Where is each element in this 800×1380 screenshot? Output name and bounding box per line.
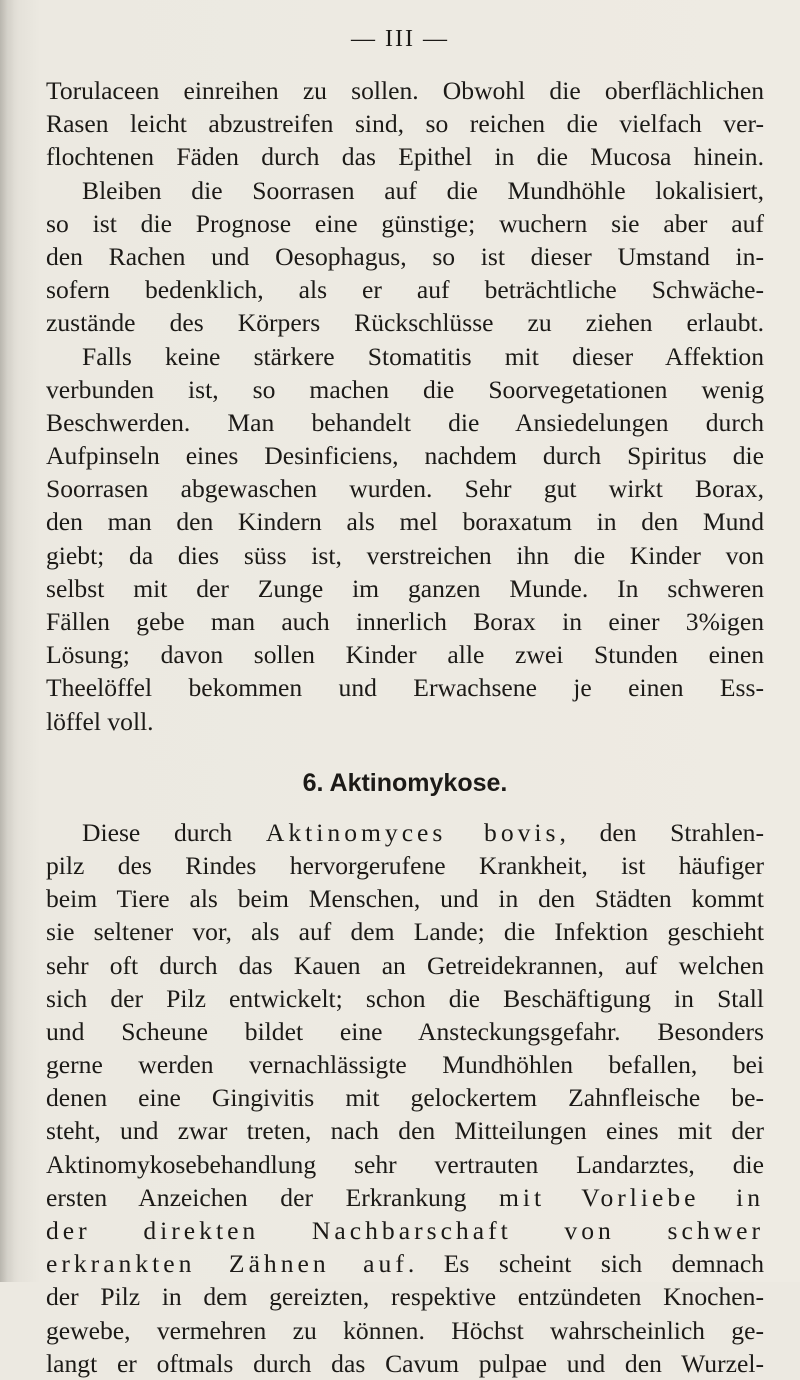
text-line: Lösung; davon sollen Kinder alle zwei Stunden einen [46, 640, 764, 670]
binding-shadow [0, 0, 14, 1282]
text-line: sehr oft durch das Kauen an Getreidekrannen, auf welchen [46, 950, 764, 980]
text-fragment: Diese durch [82, 817, 266, 847]
text-line: gewebe, vermehren zu können. Höchst wahrscheinlich ge- [46, 1315, 764, 1345]
text-line: löffel voll. [46, 706, 154, 736]
text-line: sie seltener vor, als auf dem Lande; die Infektion geschieht [46, 917, 764, 947]
text-line: Rasen leicht abzustreifen sind, so reichen die vielfach ver- [46, 109, 764, 139]
text-line: den Rachen und Oesophagus, so ist dieser Umstand in- [46, 241, 764, 271]
text-line: flochtenen Fäden durch das Epithel in die Mucosa hinein. [46, 142, 764, 172]
text-line: Beschwerden. Man behandelt die Ansiedelungen durch [46, 407, 764, 437]
text-line: giebt; da dies süss ist, verstreichen ihn die Kinder von [46, 540, 764, 570]
body-text [46, 74, 764, 1380]
text-line: den man den Kindern als mel boraxatum in den Mund [46, 507, 764, 537]
text-fragment: , den Strahlen- [559, 817, 765, 847]
text-line: denen eine Gingivitis mit gelockertem Zahnfleische be- [46, 1083, 764, 1113]
text-line: Soorrasen abgewaschen wurden. Sehr gut wirkt Borax, [46, 474, 764, 504]
text-line: zustände des Körpers Rückschlüsse zu ziehen erlaubt. [46, 308, 764, 338]
text-line [46, 1247, 764, 1280]
text-line: Fällen gebe man auch innerlich Borax in einer 3%igen [46, 607, 764, 636]
text-line: beim Tiere als beim Menschen, und in den Städten kommt [46, 884, 764, 914]
page-number-header: — III — [351, 26, 449, 52]
text-line: Falls keine stärkere Stomatitis mit dieser Affektion [82, 341, 764, 371]
text-line: und Scheune bildet eine Ansteckungsgefahr. Besonders [46, 1016, 764, 1046]
text-line: Theelöffel bekommen und Erwachsene je einen Ess- [46, 673, 764, 703]
emphasized-text: mit Vorliebe in [499, 1182, 764, 1212]
text-line: selbst mit der Zunge im ganzen Munde. In schweren [46, 573, 764, 603]
text-fragment: . Es scheint sich demnach [407, 1249, 764, 1279]
text-line: verbunden ist, so machen die Soorvegetationen wenig [46, 374, 764, 404]
text-line [46, 1181, 764, 1214]
text-line: Bleiben die Soorrasen auf die Mundhöhle lokalisiert, [82, 175, 764, 205]
text-line [46, 816, 764, 849]
text-line: so ist die Prognose eine günstige; wuchern sie aber auf [46, 208, 764, 238]
text-line: Aufpinseln eines Desinficiens, nachdem durch Spiritus die [46, 441, 764, 471]
text-fragment: ersten Anzeichen der Erkrankung [46, 1182, 499, 1212]
section-heading: 6. Aktinomykose. [302, 768, 508, 797]
text-line: der Pilz in dem gereizten, respektive entzündeten Knochen- [46, 1282, 764, 1312]
text-line: langt er oftmals durch das Cavum pulpae und den Wurzel- [46, 1348, 764, 1378]
text-line: sich der Pilz entwickelt; schon die Beschäftigung in Stall [46, 983, 764, 1013]
text-line: Torulaceen einreihen zu sollen. Obwohl die oberflächlichen [46, 76, 764, 105]
emphasized-term: Aktinomyces bovis [265, 817, 560, 847]
text-line: Aktinomykosebehandlung sehr vertrauten Landarztes, die [46, 1149, 764, 1179]
text-line: sofern bedenklich, als er auf beträchtliche Schwäche- [46, 275, 764, 305]
emphasized-text-line: der direkten Nachbarschaft von schwer [46, 1216, 764, 1245]
text-line: pilz des Rindes hervorgerufene Krankheit, ist häufiger [46, 850, 764, 880]
emphasized-text: erkrankten Zähnen auf [46, 1249, 408, 1279]
text-line: steht, und zwar treten, nach den Mitteilungen eines mit der [46, 1116, 764, 1146]
text-line: gerne werden vernachlässigte Mundhöhlen befallen, bei [46, 1050, 764, 1080]
